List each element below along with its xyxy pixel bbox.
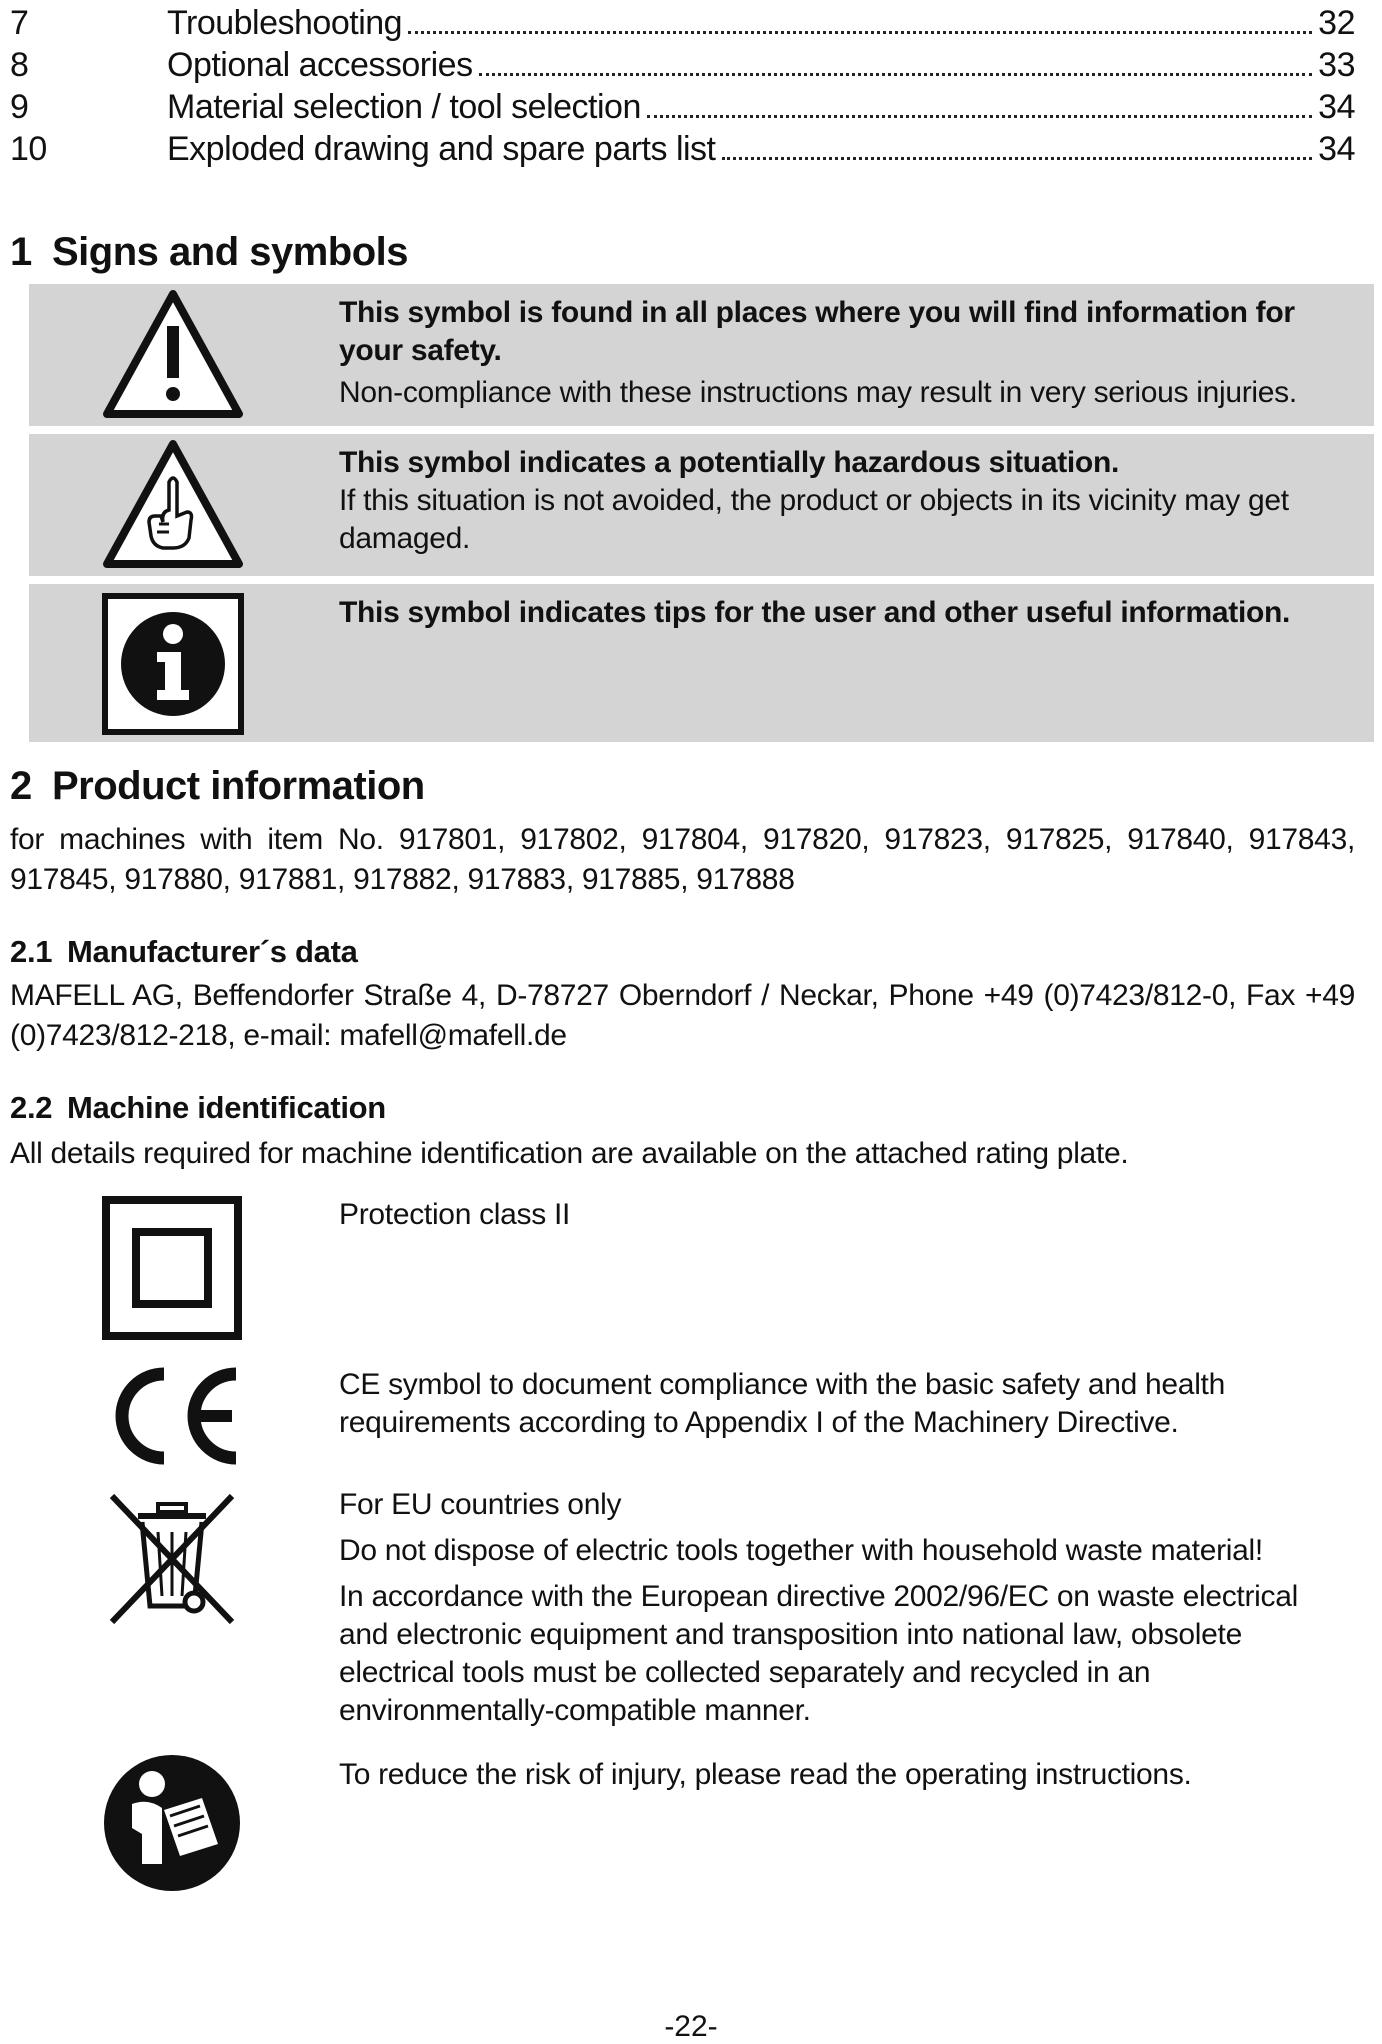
sign-description	[339, 294, 1354, 412]
toc-title: Exploded drawing and spare parts list	[167, 130, 716, 168]
toc-leader	[722, 157, 1313, 160]
symbol-text: CE symbol to document compliance with the basic safety and health requirements according to Appendix I of the Machinery Directive.	[339, 1368, 1225, 1439]
sign-row-hazard	[29, 434, 1374, 576]
toc-page: 33	[1318, 46, 1355, 84]
toc-title: Troubleshooting	[167, 4, 403, 42]
section-2-heading	[10, 764, 425, 809]
sign-description	[339, 444, 1354, 558]
toc-number: 10	[10, 130, 47, 168]
subsection-2-2-heading	[10, 1090, 386, 1126]
toc-leader	[479, 73, 1313, 76]
sign-detail: Non-compliance with these instructions may result in very serious injuries.	[339, 376, 1297, 409]
sign-row-info	[29, 584, 1374, 742]
symbol-text: To reduce the risk of injury, please read the operating instructions.	[339, 1758, 1192, 1791]
toc-number: 9	[10, 88, 29, 126]
ce-mark-icon	[102, 1364, 242, 1468]
toc-page: 32	[1318, 4, 1355, 42]
page-number: -22-	[664, 2010, 718, 2043]
sign-description	[339, 594, 1354, 632]
section-number: 1	[10, 230, 32, 274]
symbol-text: For EU countries only	[339, 1488, 622, 1521]
item-numbers-text: for machines with item No. 917801, 917802, 917804, 917820, 917823, 917825, 917840, 917843, 917845, 917880, 917881, 917882, 917883, 917885, 917888	[10, 823, 1355, 896]
symbol-text: Do not dispose of electric tools together with household waste material!	[339, 1534, 1263, 1567]
sign-row-safety	[29, 284, 1374, 426]
section-title: Signs and symbols	[52, 230, 409, 274]
sign-heading: This symbol indicates tips for the user and other useful information.	[339, 596, 1291, 629]
sign-detail: If this situation is not avoided, the product or objects in its vicinity may get damaged.	[339, 484, 1289, 555]
crossed-out-bin-icon	[102, 1490, 242, 1630]
identification-text: All details required for machine identification are available on the attached rating plate.	[10, 1137, 1129, 1170]
symbol-description	[339, 1486, 1339, 1738]
subsection-title: Machine identification	[67, 1090, 386, 1125]
symbol-description	[339, 1366, 1339, 1450]
toc-row[interactable]	[10, 46, 1355, 88]
toc-number: 8	[10, 46, 29, 84]
symbol-description	[339, 1196, 1339, 1242]
toc-row[interactable]	[10, 4, 1355, 46]
toc-row[interactable]	[10, 130, 1355, 172]
toc-number: 7	[10, 4, 29, 42]
information-icon	[101, 592, 245, 736]
toc-title: Optional accessories	[167, 46, 473, 84]
caution-hand-triangle-icon	[101, 438, 245, 572]
toc-row[interactable]	[10, 88, 1355, 130]
toc-title: Material selection / tool selection	[167, 88, 641, 126]
subsection-2-1-heading	[10, 934, 358, 970]
protection-class-ii-icon	[102, 1196, 242, 1340]
sign-heading: This symbol indicates a potentially hazardous situation.	[339, 446, 1120, 479]
toc-page: 34	[1318, 130, 1355, 168]
subsection-number: 2.2	[10, 1090, 53, 1125]
symbol-description	[339, 1756, 1339, 1802]
subsection-number: 2.1	[10, 934, 53, 969]
subsection-title: Manufacturer´s data	[67, 934, 358, 969]
toc-page: 34	[1318, 88, 1355, 126]
section-title: Product information	[52, 764, 425, 808]
section-1-heading	[10, 230, 408, 275]
section-number: 2	[10, 764, 32, 808]
table-of-contents	[10, 4, 1355, 172]
toc-leader	[408, 31, 1312, 34]
toc-leader	[647, 115, 1312, 118]
sign-heading: This symbol is found in all places where you will find information for your safety.	[339, 296, 1295, 367]
warning-triangle-icon	[101, 288, 245, 422]
symbol-text: In accordance with the European directive 2002/96/EC on waste electrical and electronic equipment and transposition into national law, obsolete electrical tools must be collected separately and recycled in an environmentally-compatible manner.	[339, 1580, 1298, 1727]
read-manual-icon	[102, 1752, 242, 1894]
manufacturer-text: MAFELL AG, Beffendorfer Straße 4, D-78727 Oberndorf / Neckar, Phone +49 (0)7423/812-0, Fax +49 (0)7423/812-218, e-mail: mafell@mafell.de	[10, 979, 1355, 1052]
symbol-text: Protection class II	[339, 1198, 571, 1231]
